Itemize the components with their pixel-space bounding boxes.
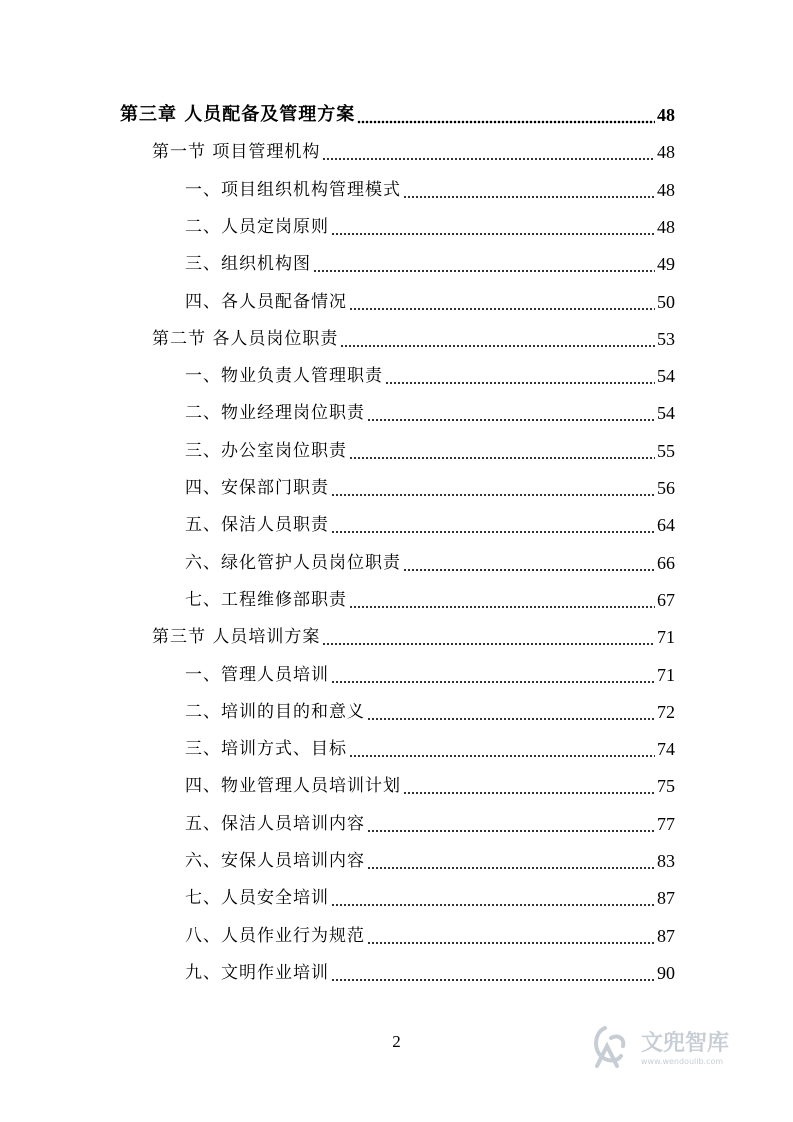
toc-dot-leader (385, 366, 655, 386)
toc-subsection-entry[interactable] (185, 771, 675, 801)
watermark-logo (587, 1018, 757, 1074)
toc-entry-page: 66 (657, 552, 675, 573)
toc-entry-label: 三、组织机构图 (185, 254, 311, 275)
toc-dot-leader (331, 217, 655, 237)
toc-subsection-entry[interactable] (185, 809, 675, 839)
toc-dot-leader (340, 329, 655, 349)
toc-entry-page: 48 (657, 216, 675, 237)
toc-entry-label: 第三节 人员培训方案 (152, 627, 321, 648)
toc-subsection-entry[interactable] (185, 846, 675, 876)
toc-dot-leader (367, 814, 655, 834)
toc-entry-page: 87 (657, 925, 675, 946)
toc-subsection-entry[interactable] (185, 697, 675, 727)
toc-entry-label: 第二节 各人员岗位职责 (152, 328, 339, 349)
toc-entry-label: 三、培训方式、目标 (185, 739, 347, 760)
page-number: 2 (392, 1032, 401, 1051)
watermark-url: www.wendoulib.com (641, 1057, 724, 1066)
toc-entry-page: 53 (657, 328, 675, 349)
toc-dot-leader (349, 739, 655, 759)
toc-section-entry[interactable] (152, 622, 675, 652)
toc-subsection-entry[interactable] (185, 883, 675, 913)
toc-entry-label: 第三章 人员配备及管理方案 (120, 104, 356, 125)
toc-dot-leader (322, 627, 655, 647)
toc-entry-label: 一、物业负责人管理职责 (185, 366, 383, 387)
toc-subsection-entry[interactable] (185, 510, 675, 540)
watermark-icon (596, 1028, 623, 1066)
toc-entry-label: 一、管理人员培训 (185, 664, 329, 685)
toc-subsection-entry[interactable] (185, 398, 675, 428)
toc-entry-page: 72 (657, 701, 675, 722)
toc-chapter-entry[interactable] (120, 100, 675, 130)
toc-entry-page: 49 (657, 254, 675, 275)
toc-subsection-entry[interactable] (185, 958, 675, 988)
toc-entry-page: 48 (657, 105, 675, 125)
toc-dot-leader (331, 515, 655, 535)
toc-subsection-entry[interactable] (185, 436, 675, 466)
toc-entry-page: 54 (657, 403, 675, 424)
toc-subsection-entry[interactable] (185, 585, 675, 615)
toc-dot-leader (331, 478, 655, 498)
toc-entry-label: 三、办公室岗位职责 (185, 440, 347, 461)
toc-dot-leader (357, 105, 655, 125)
toc-entry-page: 71 (657, 664, 675, 685)
toc-section-entry[interactable] (152, 324, 675, 354)
toc-subsection-entry[interactable] (185, 921, 675, 951)
toc-entry-label: 五、保洁人员培训内容 (185, 813, 365, 834)
toc-dot-leader (349, 292, 655, 312)
toc-entry-label: 四、安保部门职责 (185, 478, 329, 498)
toc-entry-label: 五、保洁人员职责 (185, 515, 329, 536)
toc-entry-label: 二、物业经理岗位职责 (185, 403, 365, 424)
toc-dot-leader (367, 403, 655, 423)
toc-entry-page: 71 (657, 627, 675, 648)
toc-subsection-entry[interactable] (185, 175, 675, 205)
toc-subsection-entry[interactable] (185, 249, 675, 279)
toc-entry-label: 二、培训的目的和意义 (185, 701, 365, 722)
toc-dot-leader (403, 180, 655, 200)
toc-section-entry[interactable] (152, 137, 675, 167)
toc-entry-page: 50 (657, 291, 675, 312)
toc-entry-page: 75 (657, 776, 675, 797)
toc-entry-label: 四、物业管理人员培训计划 (185, 776, 401, 797)
toc-entry-page: 77 (657, 813, 675, 834)
toc-entry-label: 七、人员安全培训 (185, 888, 329, 909)
toc-subsection-entry[interactable] (185, 361, 675, 391)
toc-dot-leader (331, 665, 655, 685)
toc-entry-page: 83 (657, 851, 675, 871)
toc-dot-leader (331, 963, 655, 983)
toc-subsection-entry[interactable] (185, 473, 675, 503)
toc-entry-label: 二、人员定岗原则 (185, 216, 329, 237)
toc-entry-label: 一、项目组织机构管理模式 (185, 179, 401, 200)
toc-entry-label: 六、绿化管护人员岗位职责 (185, 552, 401, 573)
toc-entry-page: 87 (657, 888, 675, 909)
toc-entry-page: 74 (657, 739, 675, 760)
toc-entry-label: 八、人员作业行为规范 (185, 925, 365, 946)
toc-dot-leader (367, 702, 655, 722)
toc-entry-page: 48 (657, 179, 675, 200)
toc-dot-leader (322, 142, 655, 162)
toc-entry-page: 64 (657, 515, 675, 536)
toc-entry-label: 七、工程维修部职责 (185, 589, 347, 610)
watermark-brand: 文兜智库 (641, 1031, 730, 1056)
toc-dot-leader (403, 776, 655, 796)
toc-subsection-entry[interactable] (185, 287, 675, 317)
toc-dot-leader (349, 441, 655, 461)
toc-entry-page: 90 (657, 962, 675, 983)
toc-entry-label: 六、安保人员培训内容 (185, 851, 365, 871)
toc-subsection-entry[interactable] (185, 734, 675, 764)
toc-dot-leader (367, 851, 655, 871)
toc-subsection-entry[interactable] (185, 212, 675, 242)
toc-entry-page: 67 (657, 589, 675, 610)
toc-entry-page: 48 (657, 142, 675, 163)
toc-entry-label: 四、各人员配备情况 (185, 291, 347, 312)
toc-subsection-entry[interactable] (185, 548, 675, 578)
toc-dot-leader (313, 254, 655, 274)
toc-subsection-entry[interactable] (185, 660, 675, 690)
toc-dot-leader (331, 888, 655, 908)
toc-dot-leader (367, 926, 655, 946)
toc-entry-page: 55 (657, 440, 675, 461)
toc-dot-leader (349, 590, 655, 610)
toc-dot-leader (403, 553, 655, 573)
toc-entry-page: 54 (657, 366, 675, 387)
toc-entry-label: 九、文明作业培训 (185, 962, 329, 983)
toc-entry-label: 第一节 项目管理机构 (152, 142, 321, 163)
toc-entry-page: 56 (657, 478, 675, 498)
